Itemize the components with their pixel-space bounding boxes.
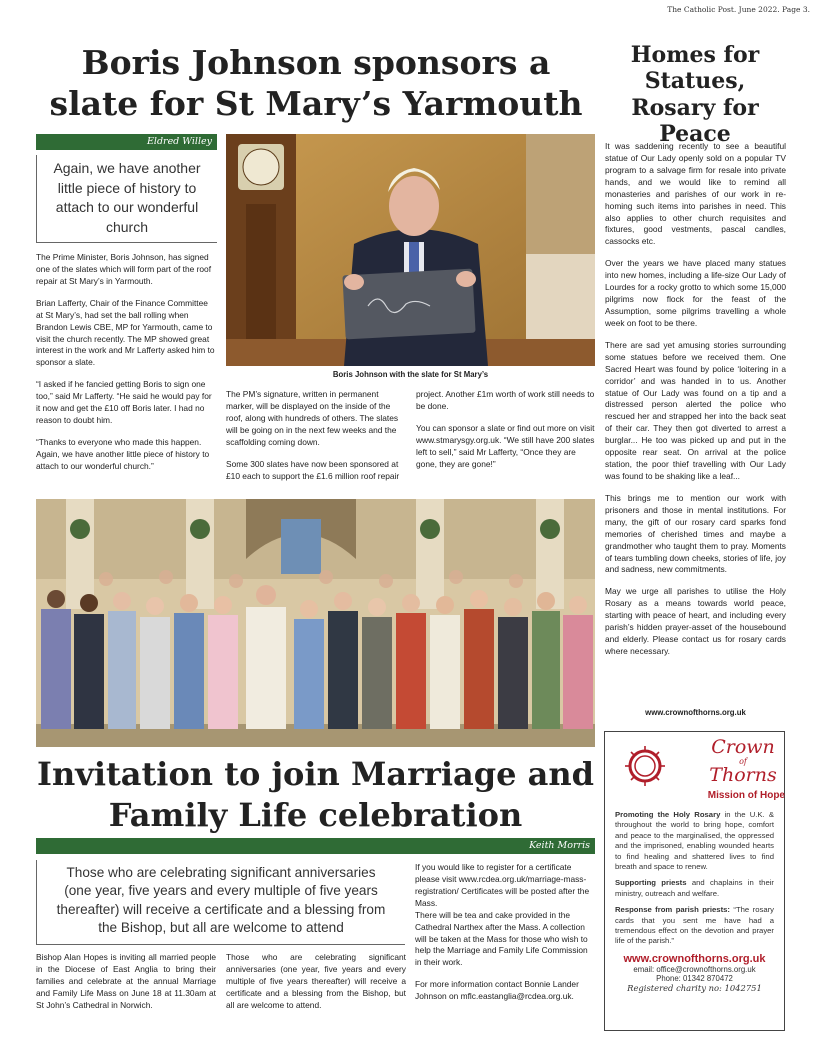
crown-charity: Registered charity no: 1042751 (627, 982, 762, 993)
paragraph: “Thanks to everyone who made this happen. Again, we have another little piece of history to attach to our wonderful church.” (36, 436, 210, 471)
crown-p3-bold: Response from parish priests: (615, 905, 730, 915)
boris-slate-photo (226, 134, 595, 366)
crown-p2-bold: Supporting priests (615, 878, 687, 888)
crown-paragraph (615, 878, 774, 899)
crown-phone: Phone: 01342 870472 (656, 973, 733, 983)
paragraph: Brian Lafferty, Chair of the Finance Committee at St Mary’s, had set the ball rolling when Brandon Lewis CBE, MP for Yarmouth, came to visit the church recently. The MP showed great interest in the work and Mr Lafferty asked him to sponsor a slate. (36, 297, 215, 368)
article1-col2 (226, 389, 406, 492)
crown-p1-rest: in the U.K. & throughout the world to bring hope, comfort and peace to the marginalised, the oppressed and the imprisoned, enabling wounded hearts to find healing and shattered lives to find breath and space to renew. (615, 810, 774, 871)
paragraph: Some 300 slates have now been sponsored at £10 each to support the £1.6 million roof repair (226, 458, 400, 481)
crown-p2-rest: and chaplains in their ministry, outreach and welfare. (615, 878, 774, 898)
paragraph: It was saddening recently to see a beautiful statue of Our Lady openly sold on a popular TV program to a salvage firm for resale into private hands, and we would like to remind all monasteries and parishes of our work in re-homing such items into parishes in need. This also applies to other church requisites and fixtures, good vestments, pascal candles, cassocks etc. (605, 141, 786, 247)
crown-of-thorns-logo-icon (623, 744, 667, 793)
article3-col2 (226, 952, 406, 1022)
article-headline-marriage: Invitation to join Marriage and Family Life celebration (37, 755, 594, 834)
crown-paragraph (615, 810, 774, 872)
running-head: The Catholic Post. June 2022. Page 3. (667, 5, 810, 14)
crown-email[interactable]: email: office@crownofthorns.org.uk (633, 964, 756, 974)
article1-col3 (416, 389, 596, 481)
article3-col1 (36, 952, 216, 1022)
paragraph: Those who are celebrating significant anniversaries (one year, five years and every multiple of five years thereafter) will receive a certificate and a blessing from the Bishop, but all are welcome to attend. (226, 952, 406, 1010)
paragraph: You can sponsor a slate or find out more on visit www.stmarysgy.org.uk. “We still have 200 slates left to sell,” said Mr Lafferty, “Once they are gone, they are gone!” (416, 422, 595, 469)
crown-subtitle: Mission of Hope (707, 790, 785, 801)
article-headline-slate: Boris Johnson sponsors a slate for St Mary’s Yarmouth (49, 43, 583, 124)
paragraph: project. Another £1m worth of work still needs to be done. (416, 389, 595, 411)
byline-eldred: Eldred Willey (36, 134, 217, 150)
crown-title-1: Crown (711, 736, 775, 758)
article1-col1 (36, 252, 217, 483)
article3-col3 (415, 862, 595, 1013)
crown-title-2: Thorns (709, 764, 777, 786)
crown-contact (615, 953, 774, 993)
photo-caption: Boris Johnson with the slate for St Mary’s (332, 370, 489, 379)
crown-paragraph (615, 905, 774, 947)
byline-keith: Keith Morris (36, 838, 595, 854)
paragraph: This brings me to mention our work with prisoners and those in mental institutions. For many, the gift of our rosary card sparks fond memories of cherished times and maybe a grandmother who taught them to pray. Moments of tears tumbling down cheeks, stories of life, joy and sadness, new commitments. (605, 492, 786, 575)
paragraph: If you would like to register for a certificate please visit www.rcdea.org.uk/marriage-mass-registration/ Certificates will be posted after the Mass. (415, 862, 590, 908)
crown-p1-bold: Promoting the Holy Rosary (615, 810, 721, 819)
article-headline-statues: Homes for Statues, Rosary for Peace (630, 42, 760, 148)
paragraph: “I asked if he fancied getting Boris to sign one too,” said Mr Lafferty. “He said he would pay for it now and get the £10 off Boris later. I had no reason to doubt him. (36, 379, 212, 426)
paragraph: For more information contact Bonnie Lander Johnson on mflc.eastanglia@rcdea.org.uk. (415, 979, 579, 1002)
crown-text (615, 810, 774, 947)
paragraph: May we urge all parishes to utilise the Holy Rosary as a means towards world peace, starting with peace of heart, and including every parish’s hidden prayer-asset of the housebound and elderly. Please contact us for rosary cards where necessary. (605, 586, 786, 656)
crown-of-thorns-advert (604, 731, 785, 1031)
crown-p3-rest: “The rosary cards that you sent me have had a tremendous effect on the devotion and prayer life of the parish.” (615, 905, 774, 946)
crown-web-link[interactable]: www.crownofthorns.org.uk (623, 952, 766, 965)
group-celebration-photo (36, 499, 595, 747)
paragraph: There will be tea and cake provided in the Cathedral Narthex after the Mass. A collection will be taken at the Mass for those who wish to help the Marriage and Family Life Commission in their work. (415, 909, 588, 968)
paragraph: Over the years we have placed many statues into new homes, including a life-size Our Lady of Lourdes for a rocky grotto to which some 15,000 pilgrims now flock for the feast of the Assumption, some pilgrims travelling a whole week on foot to be there. (605, 258, 786, 328)
crown-title-of: of (739, 757, 747, 766)
website-link[interactable]: www.crownofthorns.org.uk (645, 708, 746, 717)
paragraph: There are sad yet amusing stories surrounding some statues before we received them. One Sacred Heart was found by police ‘loitering in a corridor’ and was handed in to us. Another statue of Our Lady was found on a tip and a distressed person alerted the police who rescued her and strapped her into the back seat of their car. They then got diverted to arrest a burglar... He too was picked up and put in the opposite rear seat. On arrival at the police station, the poor thief travelling with Our Lady was found to be shaking like a leaf... (605, 339, 786, 481)
crown-header (615, 736, 785, 804)
standfirst-marriage: Those who are celebrating significant anniversaries (one year, five years and every multiple of five years thereafter) will receive a certificate and a blessing from the Bishop, but all are welcome to attend (36, 860, 405, 945)
standfirst-slate: Again, we have another little piece of history to attach to our wonderful church (36, 155, 217, 243)
paragraph: Bishop Alan Hopes is inviting all married people in the Diocese of East Anglia to bring their families and celebrate at the annual Marriage and Family Life Mass on June 18 at 11.30am at St John’s Cathedral in Norwich. (36, 952, 216, 1010)
paragraph: The PM’s signature, written in permanent marker, will be displayed on the inside of the roof, along with hundreds of others. The slates will be going on in the next few weeks and the scaffolding coming down. (226, 389, 399, 447)
paragraph: The Prime Minister, Boris Johnson, has signed one of the slates which will form part of the roof repair at St Mary’s in Yarmouth. (36, 252, 212, 286)
article2-body (605, 141, 786, 668)
